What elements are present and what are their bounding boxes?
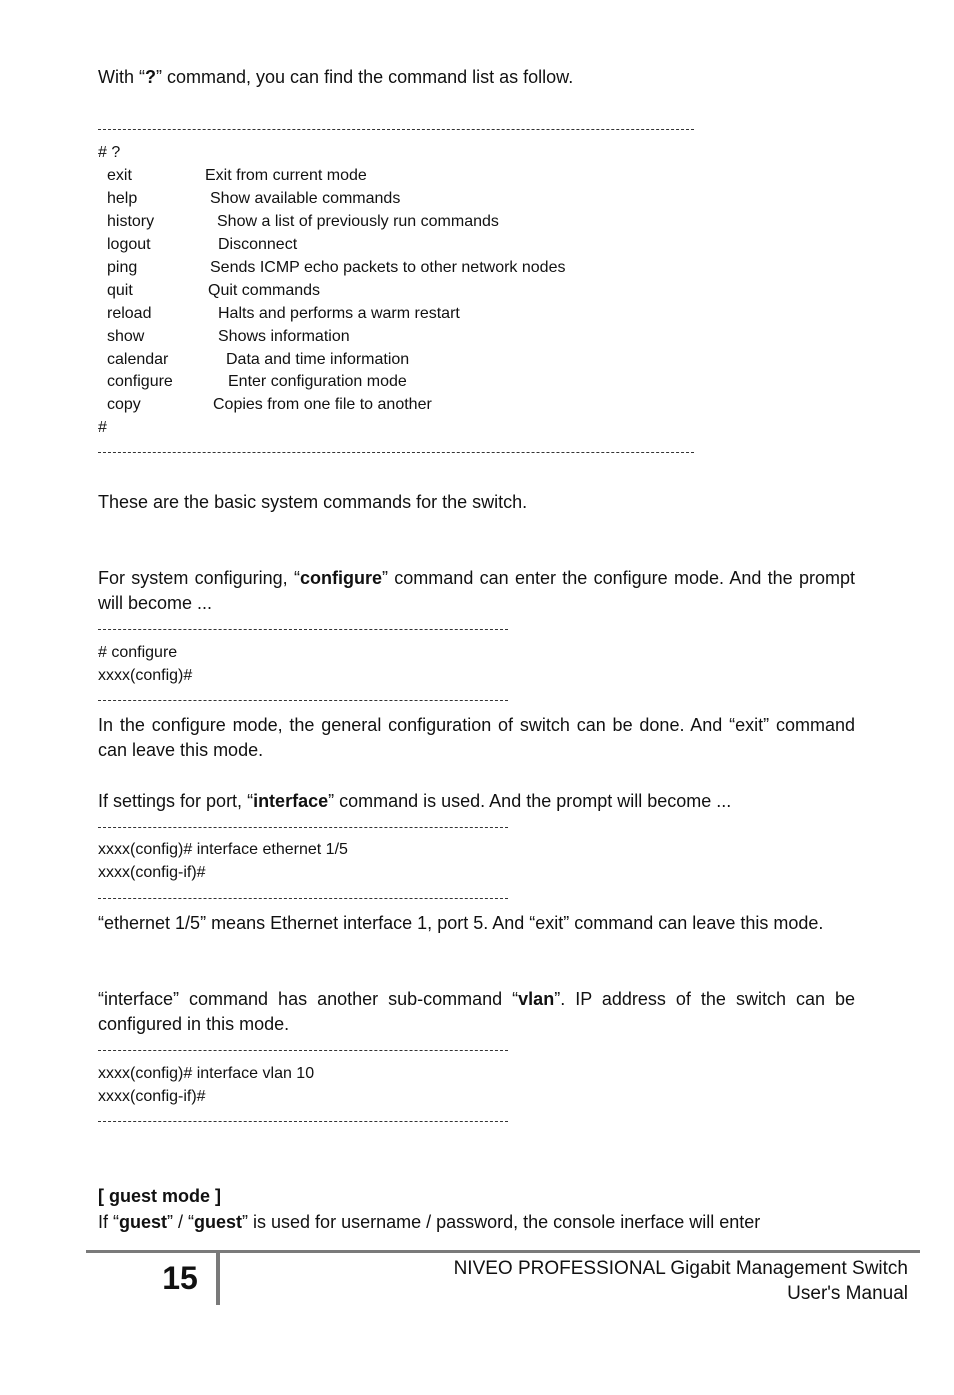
command-desc: Exit from current mode (205, 167, 367, 184)
code-line (98, 861, 206, 884)
prompt-start-text: # ? (98, 144, 121, 161)
command-desc: Halts and performs a warm restart (218, 305, 460, 322)
command-name: quit (107, 282, 133, 299)
interface-text-post: ” command is used. And the prompt will become ... (328, 791, 732, 811)
command-name: copy (107, 396, 141, 413)
configure-paragraph (98, 566, 855, 616)
code-line (98, 1062, 314, 1085)
command-name: logout (107, 236, 151, 253)
command-name: exit (107, 167, 132, 184)
page-number: 15 (162, 1260, 198, 1296)
divider-bottom-command-list (98, 452, 694, 453)
divider-bottom-configure-code (98, 700, 508, 701)
code-text: xxxx(config-if)# (98, 1088, 206, 1105)
command-desc: Sends ICMP echo packets to other network nodes (210, 259, 566, 276)
code-text: xxxx(config)# interface ethernet 1/5 (98, 841, 348, 858)
guest-mode-heading: [ guest mode ] (98, 1186, 222, 1206)
command-desc: Copies from one file to another (213, 396, 432, 413)
configure-text-post: ” command can enter the configure mode. And the prompt will become ... (98, 568, 856, 613)
command-desc: Quit commands (208, 282, 321, 299)
command-desc: Shows information (218, 328, 350, 345)
command-name: ping (107, 259, 138, 276)
interface-text-pre: If settings for port, “ (98, 791, 254, 811)
guest-paragraph (98, 1210, 855, 1235)
code-text: # configure (98, 644, 178, 661)
footer-divider-bar (216, 1253, 220, 1305)
footer-rule (86, 1250, 920, 1253)
command-name: show (107, 328, 145, 345)
divider-top-configure-code (98, 629, 508, 630)
command-name: reload (107, 305, 152, 322)
vlan-paragraph (98, 987, 855, 1037)
guest-text-pre: If “ (98, 1212, 119, 1232)
command-desc: Show available commands (210, 190, 401, 207)
code-line (98, 838, 348, 861)
guest-text-post: ” is used for username / password, the console inerface will enter (242, 1212, 761, 1232)
guest-text-mid: ” / “ (167, 1212, 195, 1232)
configure-text-bold: configure (299, 568, 382, 588)
code-line (98, 664, 192, 687)
code-line (98, 1085, 206, 1108)
prompt-start (98, 141, 120, 164)
command-name: help (107, 190, 138, 207)
command-desc: Data and time information (226, 351, 410, 368)
prompt-end (98, 416, 107, 439)
configure-note-paragraph: In the configure mode, the general configuration of switch can be done. And “exit” command can leave this mode. (98, 715, 855, 760)
divider-top-command-list (98, 129, 694, 130)
configure-text-pre: For system configuring, “ (98, 568, 300, 588)
basic-note-paragraph: These are the basic system commands for the switch. (98, 492, 528, 512)
vlan-text-bold: vlan (518, 989, 555, 1009)
footer-title (454, 1256, 908, 1306)
command-desc: Enter configuration mode (228, 373, 407, 390)
interface-note-paragraph: “ethernet 1/5” means Ethernet interface 1, port 5. And “exit” command can leave this mode. (98, 913, 824, 933)
intro-text-bold: ? (145, 67, 156, 87)
intro-paragraph (98, 65, 855, 90)
prompt-end-text: # (98, 419, 107, 436)
code-text: xxxx(config-if)# (98, 864, 206, 881)
interface-paragraph (98, 789, 855, 814)
divider-top-interface-code (98, 827, 508, 828)
code-line (98, 641, 177, 664)
command-name: history (107, 213, 155, 230)
command-desc: Disconnect (218, 236, 298, 253)
footer-line-manual: User's Manual (787, 1283, 908, 1304)
code-text: xxxx(config)# (98, 667, 193, 684)
vlan-text-pre: “interface” command has another sub-command “ (98, 989, 519, 1009)
divider-bottom-vlan-code (98, 1121, 508, 1122)
footer-line-product: NIVEO PROFESSIONAL Gigabit Management Switch (453, 1258, 908, 1279)
intro-text-pre: With “ (98, 67, 145, 87)
intro-text-post: ” command, you can find the command list as follow. (156, 67, 574, 87)
command-desc: Show a list of previously run commands (217, 213, 499, 230)
code-text: xxxx(config)# interface vlan 10 (98, 1065, 315, 1082)
command-name: calendar (107, 351, 169, 368)
divider-bottom-interface-code (98, 898, 508, 899)
divider-top-vlan-code (98, 1050, 508, 1051)
vlan-text-post: ”. IP address of the switch can be configured in this mode. (98, 989, 855, 1034)
interface-text-bold: interface (253, 791, 329, 811)
guest-text-bold-username: guest (119, 1212, 168, 1232)
command-name: configure (107, 373, 173, 390)
guest-text-bold-password: guest (194, 1212, 243, 1232)
